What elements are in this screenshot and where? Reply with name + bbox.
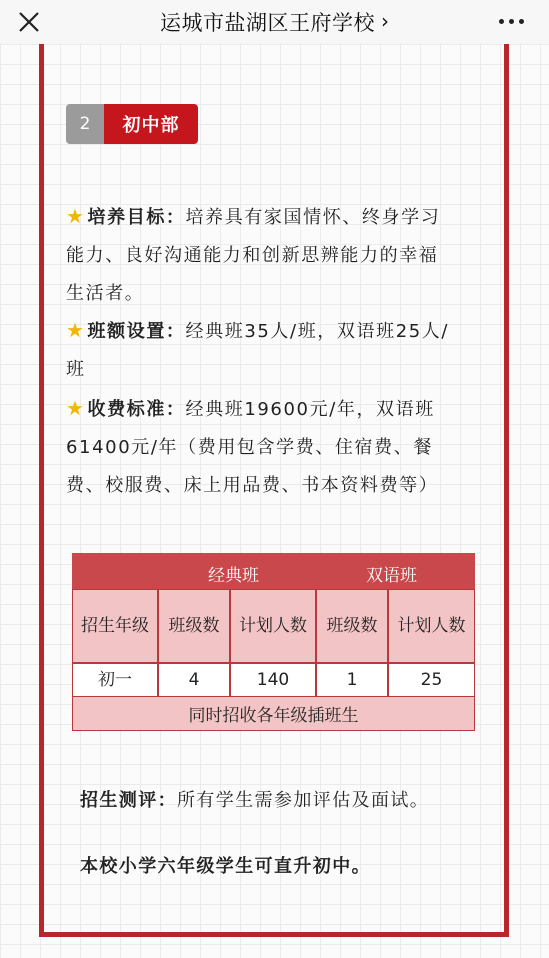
fee-label: 收费标准：: [87, 399, 186, 420]
goal-line-3: 生活者。: [66, 283, 145, 304]
goal-line-2: 能力、良好沟通能力和创新思辨能力的幸福: [66, 245, 439, 266]
class-line-1: 经典班35人/班，双语班25人/: [185, 321, 450, 342]
group-classic: 经典班: [208, 566, 259, 586]
assess-text: 所有学生需参加评估及面试。: [177, 790, 430, 811]
table-group-header: [72, 553, 475, 589]
goal-paragraph: [66, 197, 486, 313]
header-cell: 计划人数: [388, 589, 475, 663]
goal-line-1: 培养具有家国情怀、终身学习: [185, 207, 441, 228]
header-cell: 招生年级: [72, 589, 158, 663]
fee-line-2: 61400元/年（费用包含学费、住宿费、餐: [66, 437, 433, 458]
assess-label: 招生测评：: [80, 790, 177, 811]
close-icon[interactable]: [14, 7, 44, 37]
group-bilingual: 双语班: [366, 566, 417, 586]
header-cell: 班级数: [158, 589, 230, 663]
class-size-paragraph: [66, 311, 486, 389]
table-grid: [72, 589, 475, 697]
account-title-link[interactable]: [160, 7, 389, 37]
table-cell: 1: [316, 663, 388, 697]
goal-label: 培养目标：: [87, 207, 186, 228]
section-number: 2: [66, 104, 104, 144]
table-cell: 4: [158, 663, 230, 697]
assessment-note: [80, 786, 429, 812]
class-line-2: 班: [66, 359, 86, 380]
header-cell: 计划人数: [230, 589, 316, 663]
fee-line-3: 费、校服费、床上用品费、书本资料费等）: [66, 475, 439, 496]
table-cell: 25: [388, 663, 475, 697]
star-icon: ★: [66, 396, 86, 420]
top-nav-bar: [0, 0, 549, 44]
fee-paragraph: [66, 389, 486, 505]
page-title: 运城市盐湖区王府学校: [160, 11, 375, 35]
fee-line-1: 经典班19600元/年，双语班: [185, 399, 435, 420]
direct-promotion-note: 本校小学六年级学生可直升初中。: [80, 856, 371, 877]
star-icon: ★: [66, 204, 86, 228]
header-cell: 班级数: [316, 589, 388, 663]
section-label: 初中部: [104, 104, 198, 144]
table-cell: 初一: [72, 663, 158, 697]
section-badge: [66, 104, 198, 144]
table-footer: 同时招收各年级插班生: [72, 697, 475, 731]
enrollment-table: [72, 553, 475, 731]
table-cell: 140: [230, 663, 316, 697]
more-options-icon[interactable]: [499, 14, 527, 28]
class-label: 班额设置：: [87, 321, 186, 342]
star-icon: ★: [66, 318, 86, 342]
chevron-right-icon: ›: [381, 9, 389, 33]
